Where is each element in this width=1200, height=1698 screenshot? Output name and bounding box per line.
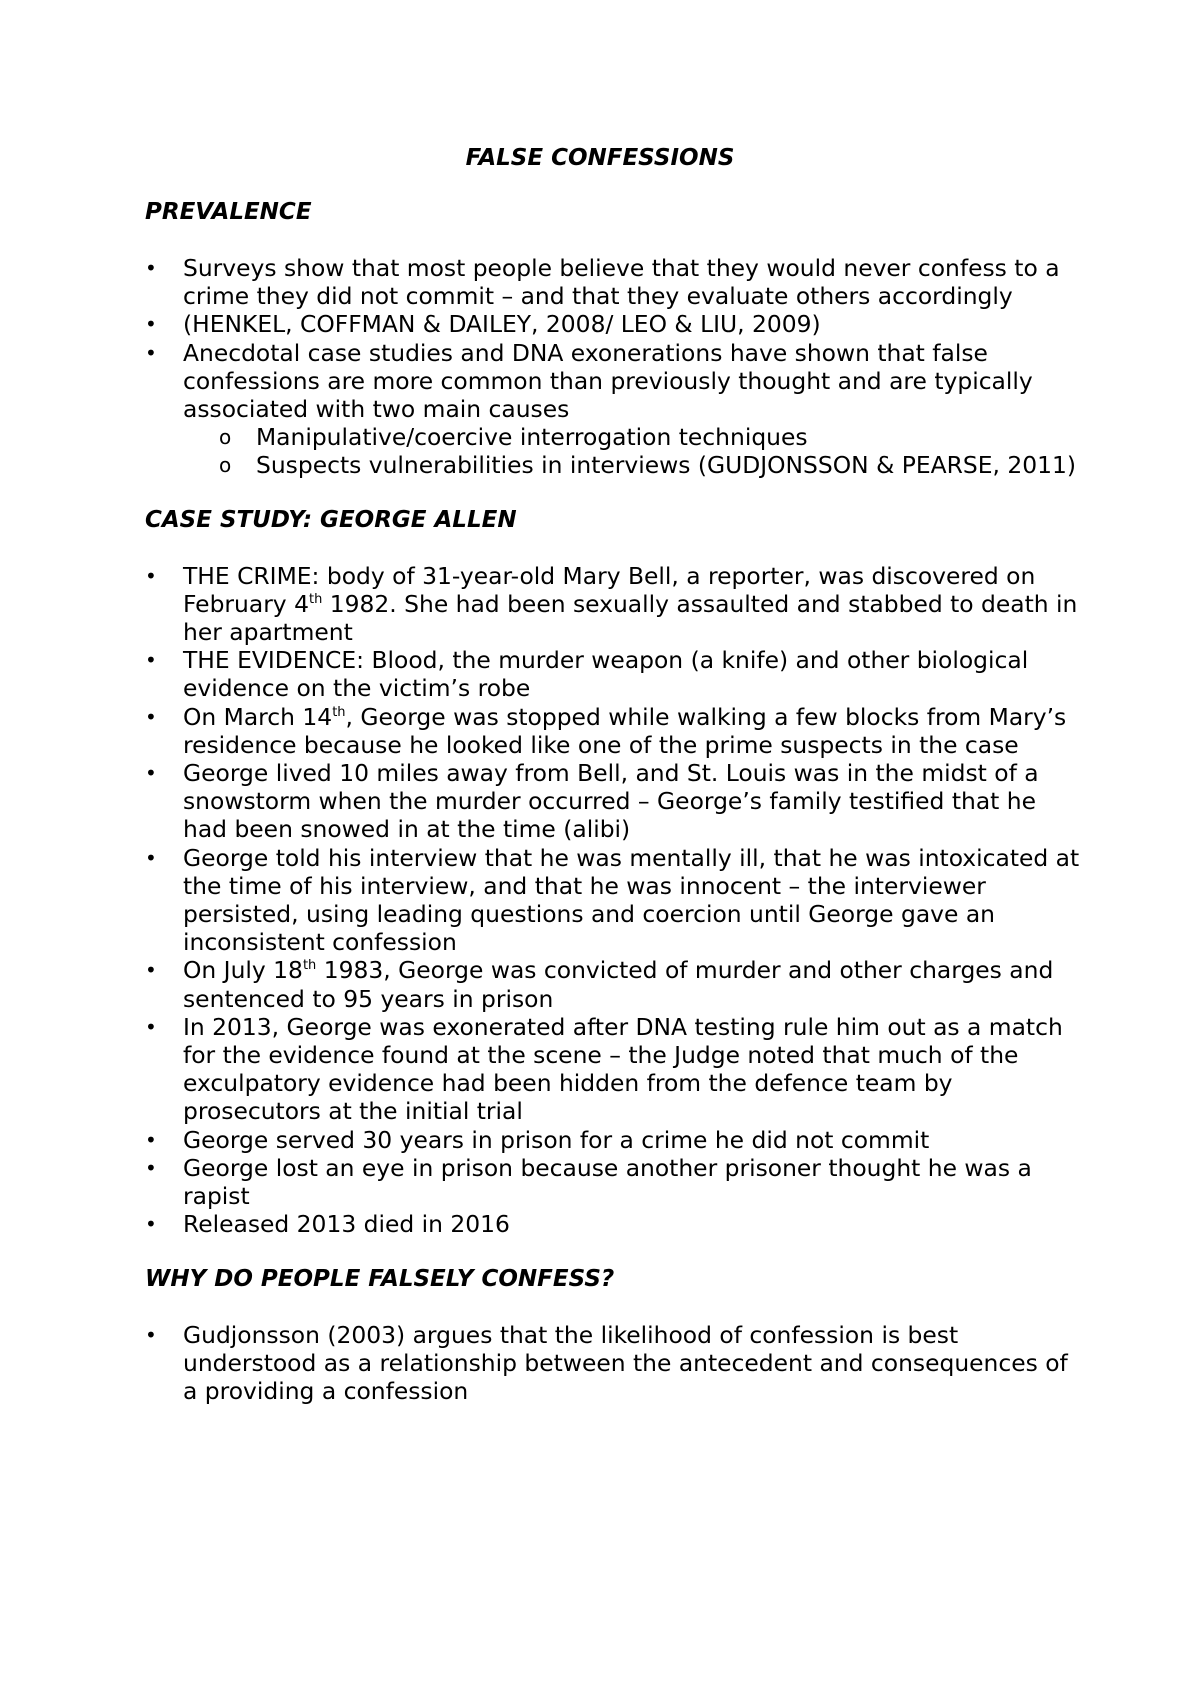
document-body [145,198,1080,1405]
sub-list-item-text: Suspects vulnerabilities in interviews (GUDJONSSON & PEARSE, 2011) [256,451,1077,480]
bullet-icon: • [145,704,157,729]
section-heading: WHY DO PEOPLE FALSELY CONFESS? [145,1265,615,1292]
section-heading: PREVALENCE [145,199,312,225]
sub-list-item [145,423,1080,451]
list-item [145,956,1080,1012]
bullet-icon: • [145,312,157,337]
sub-bullet-icon: o [219,453,232,478]
document-title: FALSE CONFESSIONS [465,145,735,171]
list-item [145,759,1080,844]
list-item-text: Surveys show that most people believe that they would never confess to a crime they did not commit – and that they evaluate others accordingly [183,254,1060,311]
text-segment: 1983, George was convicted of murder and other charges and sentenced to 95 years in prison [183,956,1054,1013]
list-item [145,646,1080,702]
ordinal-suffix: th [308,591,323,607]
bullet-icon: • [145,845,157,870]
list-item-text: George lived 10 miles away from Bell, and St. Louis was in the midst of a snowstorm when the murder occurred – George’s family testified that he had been snowed in at the time (alibi) [183,759,1039,844]
bullet-icon: • [145,1155,157,1180]
bullet-list [145,254,1080,480]
text-segment: 1982. She had been sexually assaulted and stabbed to death in her apartment [183,589,1078,647]
list-item-text [183,956,1053,1012]
list-item [145,703,1080,759]
sub-bullet-icon: o [219,425,232,450]
text-segment: THE CRIME: body of 31-year-old Mary Bell, a reporter, was discovered on February 4 [183,561,1036,618]
bullet-icon: • [145,1127,157,1152]
list-item-text: THE EVIDENCE: Blood, the murder weapon (a knife) and other biological evidence on the victim’s robe [183,646,1029,703]
sub-bullet-list [145,423,1080,479]
ordinal-suffix: th [302,958,317,974]
text-segment: On July 18 [183,956,303,985]
sub-list-item-text: Manipulative/coercive interrogation techniques [256,423,808,452]
ordinal-suffix: th [332,704,346,720]
bullet-icon: • [145,1322,157,1347]
list-item [145,339,1080,424]
bullet-icon: • [145,761,157,786]
bullet-icon: • [145,256,157,280]
text-segment: On March 14 [183,702,333,731]
text-segment: , George was stopped while walking a few blocks from Mary’s residence because he looked like one of the prime suspects in the case [183,702,1067,759]
bullet-icon: • [145,340,157,365]
list-item-text [183,562,1077,646]
list-item [145,1013,1080,1126]
list-item-text: George lost an eye in prison because another prisoner thought he was a rapist [183,1153,1032,1211]
list-item [145,254,1080,310]
section-heading: CASE STUDY: GEORGE ALLEN [145,506,517,533]
list-item [145,1126,1080,1154]
list-item-text: Anecdotal case studies and DNA exonerations have shown that false confessions are more common than previously thought and are typically associated with two main causes [183,338,1033,424]
list-item-text [183,703,1066,759]
list-item-text: George served 30 years in prison for a crime he did not commit [183,1125,930,1154]
bullet-icon: • [145,958,157,983]
bullet-icon: • [145,1014,157,1039]
list-item [145,1321,1080,1406]
list-item-text: In 2013, George was exonerated after DNA testing rule him out as a match for the evidence found at the scene – the Judge noted that much of the exculpatory evidence had been hidden from the defence team by prosecutors at the initial trial [183,1012,1063,1126]
list-item-text: George told his interview that he was mentally ill, that he was intoxicated at the time of his interview, and that he was innocent – the interviewer persisted, using leading questions and coercion until George gave an inconsistent confession [183,843,1080,957]
list-item [145,562,1080,647]
list-item-text: Released 2013 died in 2016 [183,1210,510,1239]
sub-list-item [145,451,1080,479]
bullet-icon: • [145,563,157,588]
list-item [145,844,1080,957]
bullet-list [145,1321,1080,1406]
list-item [145,310,1080,338]
bullet-icon: • [145,1212,157,1237]
list-item [145,1154,1080,1210]
bullet-list [145,562,1080,1239]
bullet-icon: • [145,648,157,673]
sub-list-container [145,423,1080,479]
list-item [145,1210,1080,1238]
list-item-text: (HENKEL, COFFMAN & DAILEY, 2008/ LEO & LIU, 2009) [183,310,821,339]
list-item-text: Gudjonsson (2003) argues that the likelihood of confession is best understood as a relationship between the antecedent and consequences of a providing a confession [183,1320,1068,1405]
